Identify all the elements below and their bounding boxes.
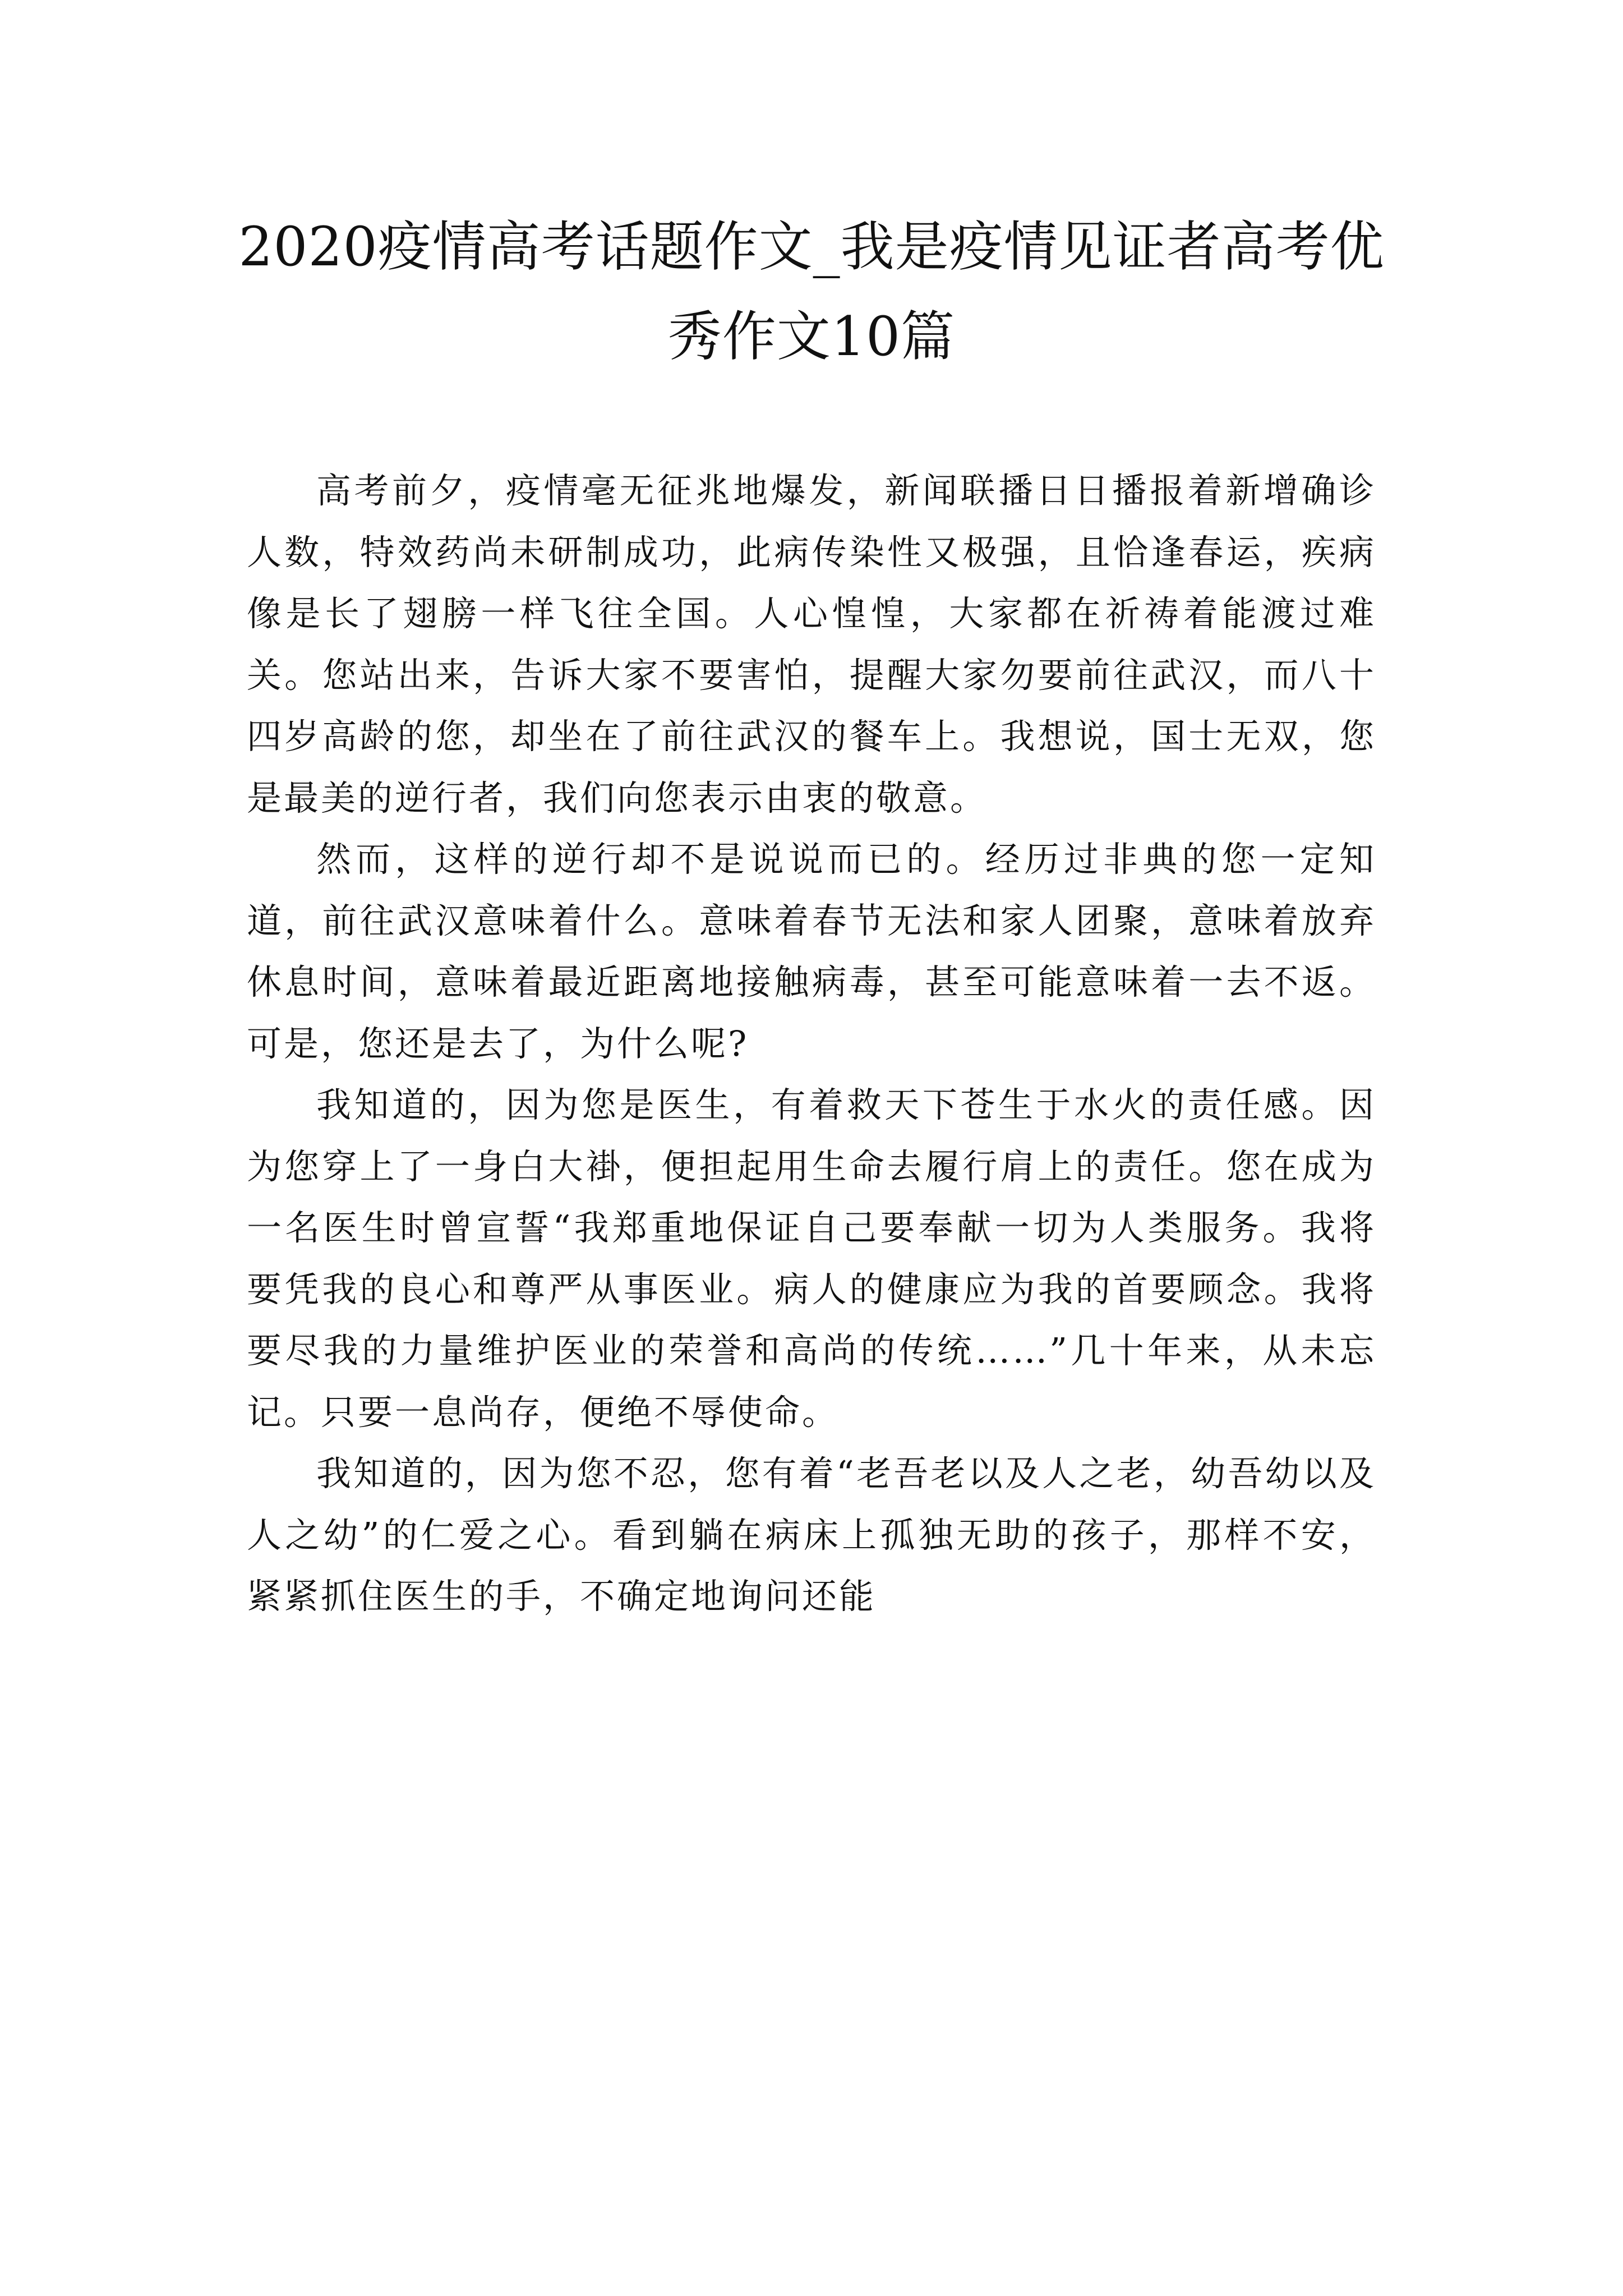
paragraph-4: 我知道的，因为您不忍，您有着“老吾老以及人之老，幼吾幼以及人之幼”的仁爱之心。看到躺在病床上孤独无助的孩子，那样不安，紧紧抓住医生的手，不确定地询问还能 <box>247 1453 1376 1617</box>
paragraph-3: 我知道的，因为您是医生，有着救天下苍生于水火的责任感。因为您穿上了一身白大褂，便担起用生命去履行肩上的责任。您在成为一名医生时曾宣誓“我郑重地保证自己要奉献一切为人类服务。我将要凭我的良心和尊严从事医业。病人的健康应为我的首要顾念。我将要尽我的力量维护医业的荣誉和高尚的传统……”几十年来，从未忘记。只要一息尚存，便绝不辱使命。 <box>247 1084 1376 1433</box>
document-title: 2020疫情高考话题作文_我是疫情见证者高考优秀作文10篇 <box>238 215 1385 368</box>
paragraph-1: 高考前夕，疫情毫无征兆地爆发，新闻联播日日播报着新增确诊人数，特效药尚未研制成功，此病传染性又极强，且恰逢春运，疾病像是长了翅膀一样飞往全国。人心惶惶，大家都在祈祷着能渡过难关。您站出来，告诉大家不要害怕，提醒大家勿要前往武汉，而八十四岁高龄的您，却坐在了前往武汉的餐车上。我想说，国士无双，您是最美的逆行者，我们向您表示由衷的敬意。 <box>247 470 1376 818</box>
paragraph-2: 然而，这样的逆行却不是说说而已的。经历过非典的您一定知道，前往武汉意味着什么。意味着春节无法和家人团聚，意味着放弃休息时间，意味着最近距离地接触病毒，甚至可能意味着一去不返。可是，您还是去了，为什么呢? <box>247 839 1376 1064</box>
document-body <box>247 460 1376 1627</box>
